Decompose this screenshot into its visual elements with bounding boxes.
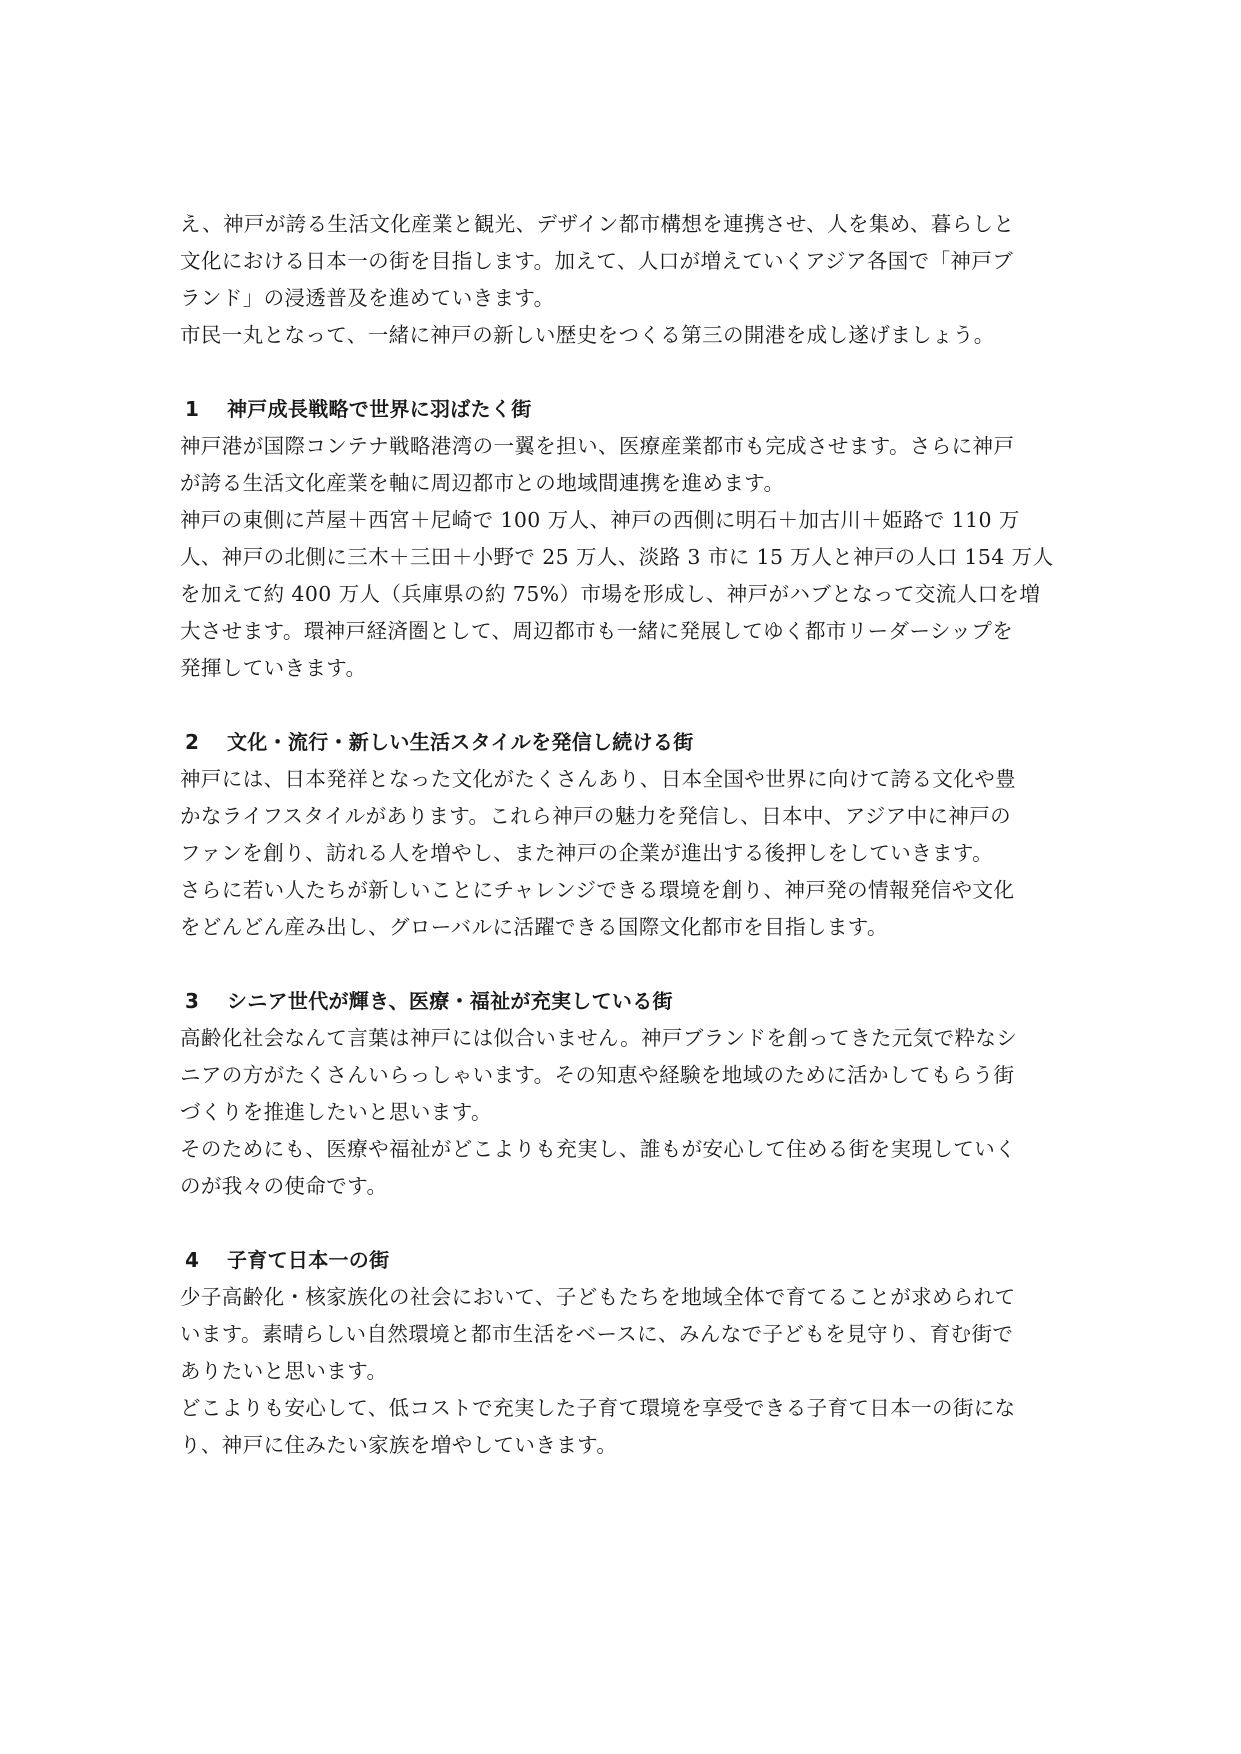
text-line: が誇る生活文化産業を軸に周辺都市との地域間連携を進めます。 [180,471,785,495]
section-spacer [180,1205,1070,1242]
section-title: 文化・流行・新しい生活スタイルを発信し続ける街 [227,730,694,754]
section-title: 神戸成長戦略で世界に羽ばたく街 [227,397,532,421]
section-number: 2 [185,730,200,754]
intro-paragraph [180,206,1070,354]
section-title: シニア世代が輝き、医療・福祉が充実している街 [227,989,673,1013]
text-line: そのためにも、医療や福祉がどこよりも充実し、誰もが安心して住める街を実現していく [180,1137,1016,1161]
text-line: を加えて約 400 万人（兵庫県の約 75%）市場を形成し、神戸がハブとなって交流人口を増 [180,582,1041,606]
section-spacer [180,946,1070,983]
text-line: づくりを推進したいと思います。 [180,1100,492,1124]
text-line: ランド」の浸透普及を進めていきます。 [180,286,555,310]
text-line: 少子高齢化・核家族化の社会において、子どもたちを地域全体で育てることが求められて [180,1285,1016,1309]
text-line: どこよりも安心して、低コストで充実した子育て環境を享受できる子育て日本一の街にな [180,1396,1016,1420]
section-spacer [180,354,1070,391]
text-line: 市民一丸となって、一緒に神戸の新しい歴史をつくる第三の開港を成し遂げましょう。 [180,323,995,347]
section-number: 4 [185,1248,200,1272]
text-line: 神戸港が国際コンテナ戦略港湾の一翼を担い、医療産業都市も完成させます。さらに神戸 [180,434,1015,458]
section-number: 1 [185,397,200,421]
section-heading [180,1242,1070,1279]
text-line: ファンを創り、訪れる人を増やし、また神戸の企業が進出する後押しをしていきます。 [180,841,994,865]
text-line: ありたいと思います。 [180,1359,388,1383]
text-line: かなライフスタイルがあります。これら神戸の魅力を発信し、日本中、アジア中に神戸の [180,804,1012,828]
section-4 [180,1242,1070,1464]
section-heading [180,724,1070,761]
section-1 [180,391,1070,687]
text-line: 人、神戸の北側に三木＋三田＋小野で 25 万人、淡路 3 市に 15 万人と神戸の人口 154 万人 [180,545,1054,569]
section-title: 子育て日本一の街 [227,1248,390,1272]
section-heading [180,391,1070,428]
section-heading [180,983,1070,1020]
text-line: のが我々の使命です。 [180,1174,388,1198]
text-line: え、神戸が誇る生活文化産業と観光、デザイン都市構想を連携させ、人を集め、暮らしと [180,212,1015,236]
document-page [180,206,1070,1464]
section-number: 3 [185,989,200,1013]
text-line: り、神戸に住みたい家族を増やしていきます。 [180,1433,618,1457]
text-line: います。素晴らしい自然環境と都市生活をベースに、みんなで子どもを見守り、育む街で [180,1322,1014,1346]
text-line: ニアの方がたくさんいらっしゃいます。その知恵や経験を地域のために活かしてもらう街 [180,1063,1015,1087]
section-2 [180,724,1070,946]
text-line: をどんどん産み出し、グローバルに活躍できる国際文化都市を目指します。 [180,915,888,939]
text-line: 大させます。環神戸経済圏として、周辺都市も一緒に発展してゆく都市リーダーシップを [180,619,1014,643]
text-line: 発揮していきます。 [180,656,367,680]
section-spacer [180,687,1070,724]
section-3 [180,983,1070,1205]
text-line: 高齢化社会なんて言葉は神戸には似合いません。神戸ブランドを創ってきた元気で粋なシ [180,1026,1018,1050]
text-line: さらに若い人たちが新しいことにチャレンジできる環境を創り、神戸発の情報発信や文化 [180,878,1015,902]
text-line: 神戸の東側に芦屋＋西宮＋尼崎で 100 万人、神戸の西側に明石＋加古川＋姫路で 110 万 [180,508,1020,532]
text-line: 神戸には、日本発祥となった文化がたくさんあり、日本全国や世界に向けて誇る文化や豊 [180,767,1016,791]
text-line: 文化における日本一の街を目指します。加えて、人口が増えていくアジア各国で「神戸ブ [180,249,1014,273]
